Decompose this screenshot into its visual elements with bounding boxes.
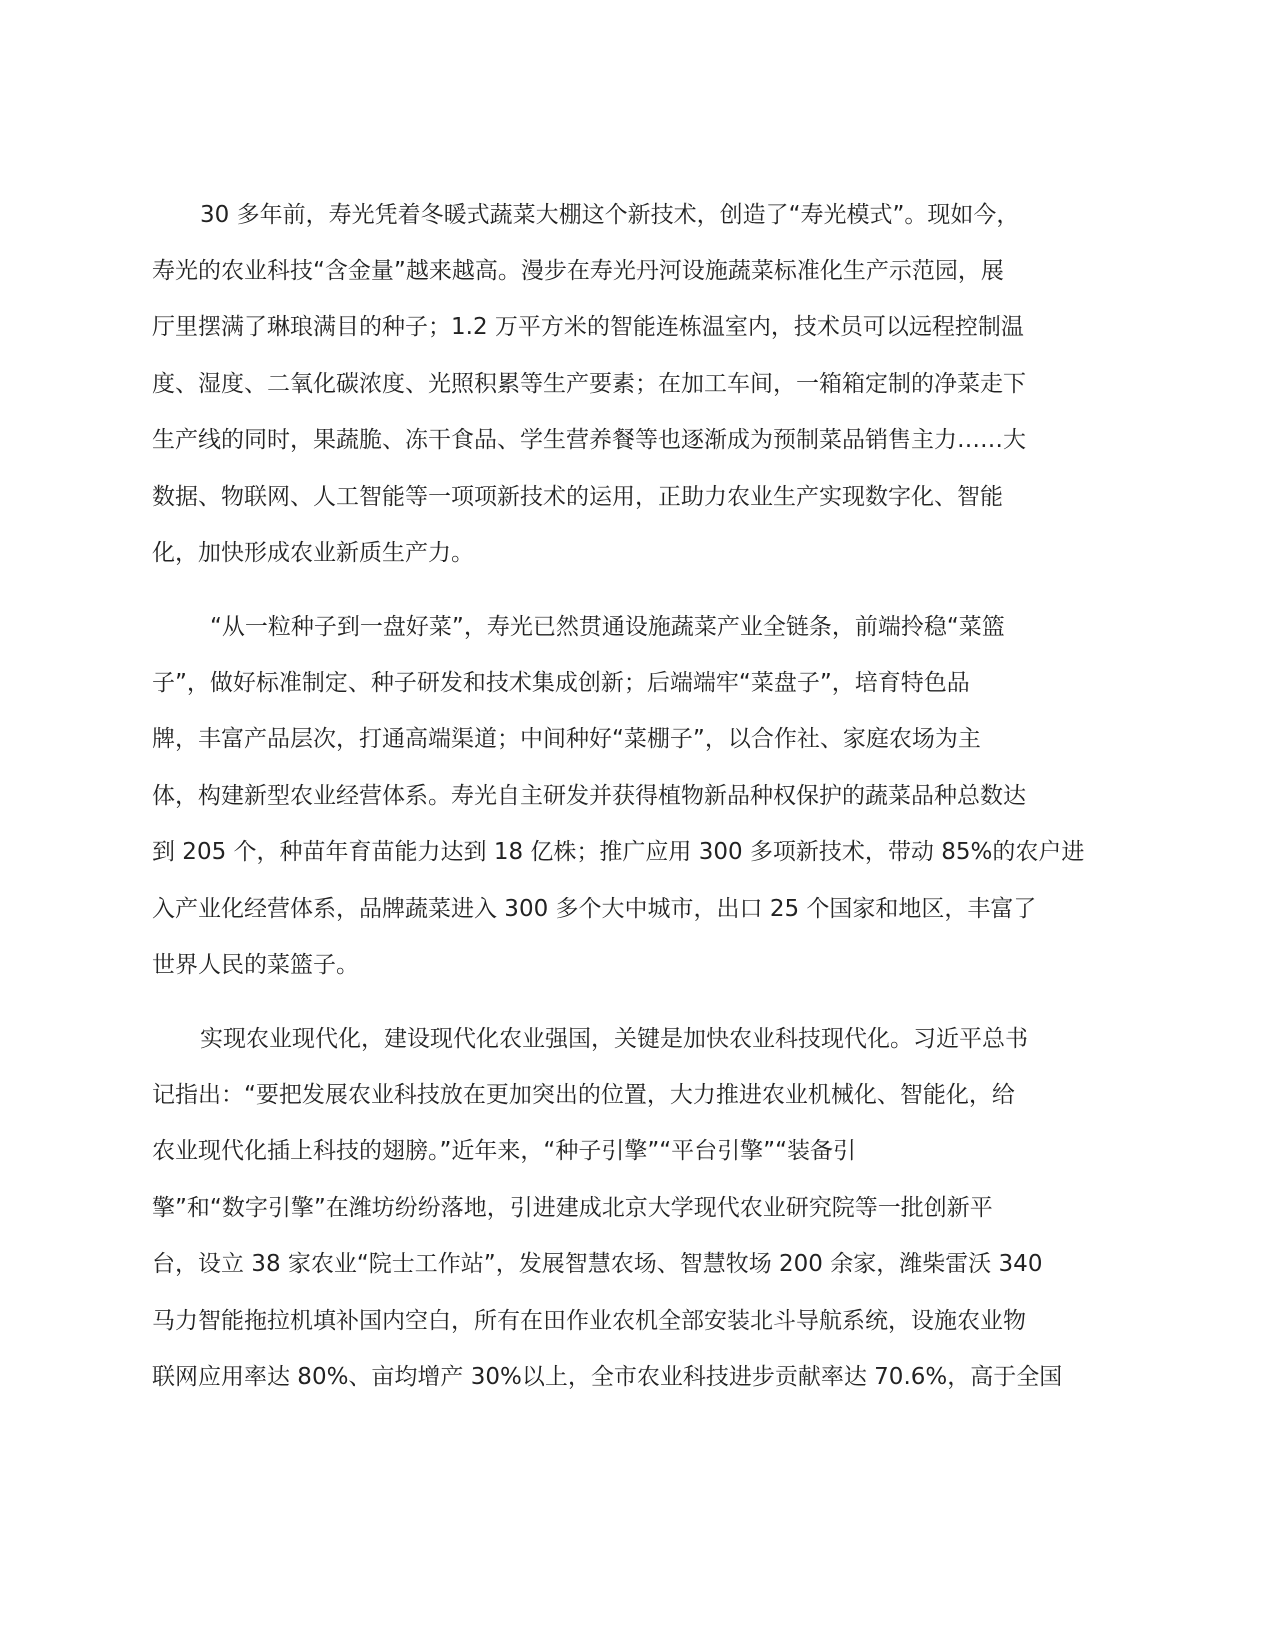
paragraph-2-line-7: 世界人民的菜篮子。 (152, 952, 359, 978)
paragraph-2-line-5: 到 205 个，种苗年育苗能力达到 18 亿株；推广应用 300 多项新技术，带动 85%的农户进 (152, 839, 1085, 865)
paragraph-3-line-2: 记指出：“要把发展农业科技放在更加突出的位置，大力推进农业机械化、智能化，给 (152, 1082, 1015, 1108)
paragraph-3-line-3: 农业现代化插上科技的翅膀。”近年来，“种子引擎”“平台引擎”“装备引 (152, 1138, 856, 1164)
paragraph-3-line-7: 联网应用率达 80%、亩均增产 30%以上，全市农业科技进步贡献率达 70.6%，高于全国 (152, 1364, 1063, 1390)
paragraph-1-line-4: 度、湿度、二氧化碳浓度、光照积累等生产要素；在加工车间，一箱箱定制的净菜走下 (152, 371, 1026, 397)
paragraph-2-line-2: 子”，做好标准制定、种子研发和技术集成创新；后端端牢“菜盘子”，培育特色品 (152, 670, 970, 696)
paragraph-2-line-6: 入产业化经营体系，品牌蔬菜进入 300 多个大中城市，出口 25 个国家和地区，丰富了 (152, 896, 1037, 922)
paragraph-2-line-1: “从一粒种子到一盘好菜”，寿光已然贯通设施蔬菜产业全链条，前端拎稳“菜篮 (210, 614, 1005, 640)
paragraph-1-line-3: 厅里摆满了琳琅满目的种子；1.2 万平方米的智能连栋温室内，技术员可以远程控制温 (152, 314, 1024, 340)
paragraph-1-line-5: 生产线的同时，果蔬脆、冻干食品、学生营养餐等也逐渐成为预制菜品销售主力……大 (152, 427, 1026, 453)
paragraph-1-line-1: 30 多年前，寿光凭着冬暖式蔬菜大棚这个新技术，创造了“寿光模式”。现如今， (200, 202, 1020, 228)
paragraph-2-line-4: 体，构建新型农业经营体系。寿光自主研发并获得植物新品种权保护的蔬菜品种总数达 (152, 783, 1026, 809)
paragraph-3-line-1: 实现农业现代化，建设现代化农业强国，关键是加快农业科技现代化。习近平总书 (200, 1026, 1028, 1052)
paragraph-3-line-6: 马力智能拖拉机填补国内空白，所有在田作业农机全部安装北斗导航系统，设施农业物 (152, 1308, 1026, 1334)
paragraph-3-line-5: 台，设立 38 家农业“院士工作站”，发展智慧农场、智慧牧场 200 余家，潍柴雷沃 340 (152, 1251, 1043, 1277)
paragraph-1-line-6: 数据、物联网、人工智能等一项项新技术的运用，正助力农业生产实现数字化、智能 (152, 484, 1003, 510)
paragraph-1-line-7: 化，加快形成农业新质生产力。 (152, 540, 474, 566)
paragraph-2-line-3: 牌，丰富产品层次，打通高端渠道；中间种好“菜棚子”，以合作社、家庭农场为主 (152, 726, 981, 752)
paragraph-1-line-2: 寿光的农业科技“含金量”越来越高。漫步在寿光丹河设施蔬菜标准化生产示范园，展 (152, 258, 1004, 284)
paragraph-3-line-4: 擎”和“数字引擎”在潍坊纷纷落地，引进建成北京大学现代农业研究院等一批创新平 (152, 1195, 993, 1221)
